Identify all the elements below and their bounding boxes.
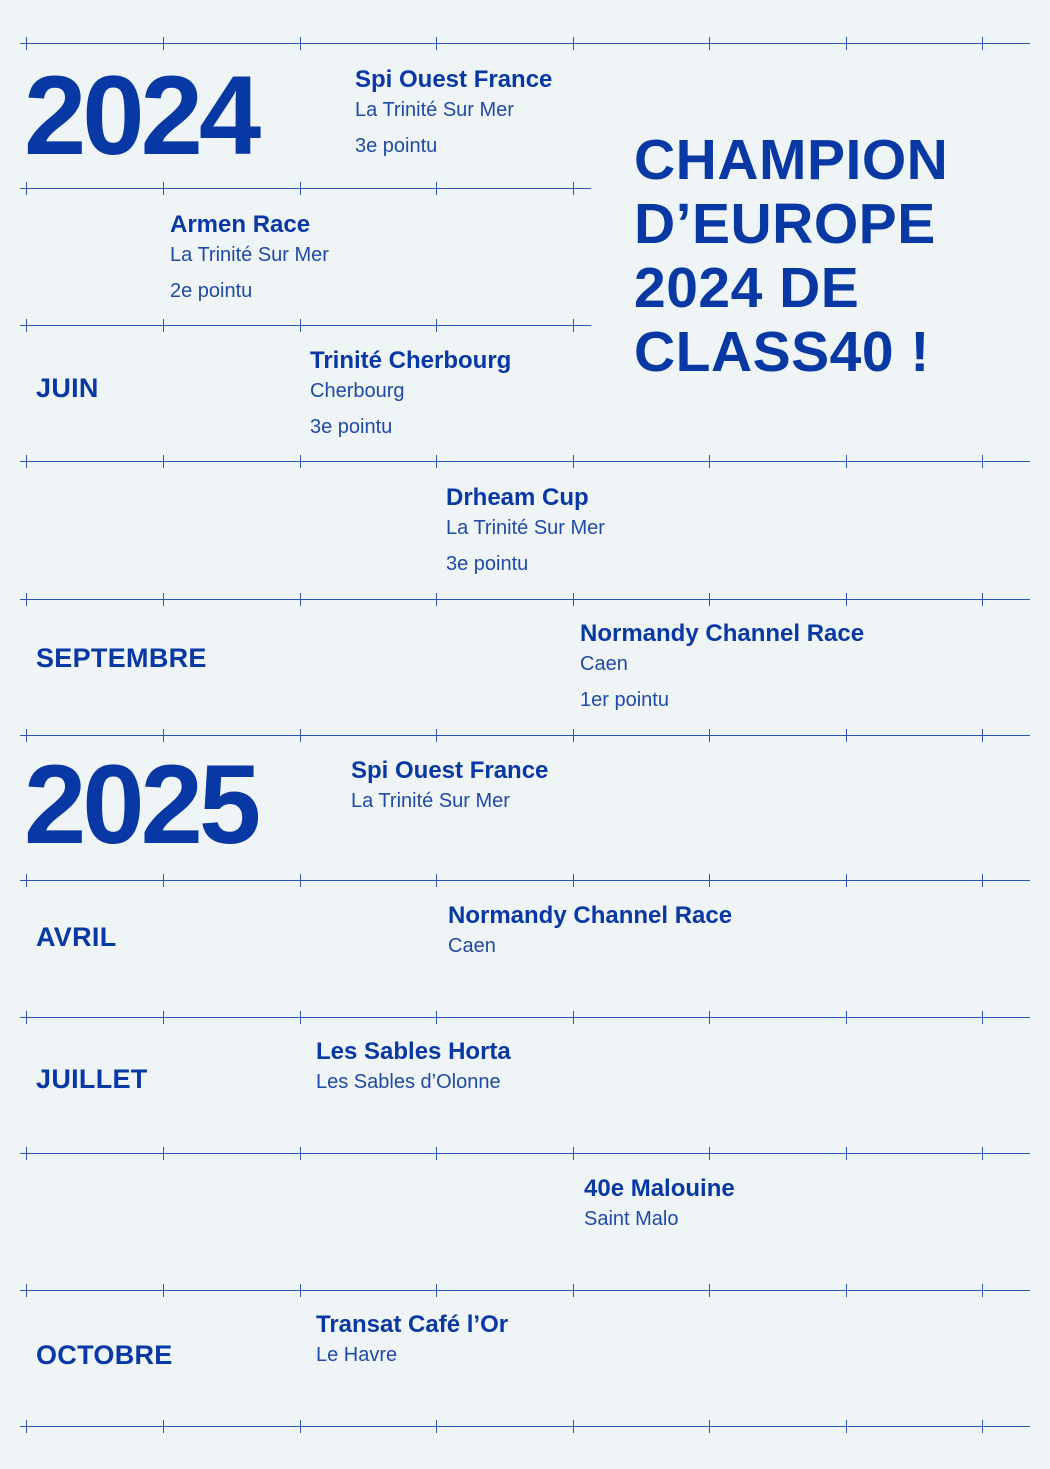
timeline-tick: [709, 1011, 710, 1024]
event-place: Caen: [448, 935, 496, 957]
event-place: La Trinité Sur Mer: [170, 244, 329, 266]
timeline-tick: [436, 182, 437, 195]
timeline-rule: [20, 325, 591, 326]
event-place: La Trinité Sur Mer: [351, 790, 510, 812]
event-result: 3e pointu: [310, 416, 393, 438]
timeline-tick: [982, 37, 983, 50]
timeline-tick: [300, 1011, 301, 1024]
timeline-tick: [982, 729, 983, 742]
timeline-rule: [20, 1290, 1030, 1291]
event-les-sables-horta: [316, 1037, 511, 1097]
timeline-tick: [26, 874, 27, 887]
timeline-rule: [20, 735, 1030, 736]
event-place: Les Sables d’Olonne: [316, 1071, 501, 1093]
timeline-tick: [26, 729, 27, 742]
timeline-tick: [26, 182, 27, 195]
timeline-tick: [573, 874, 574, 887]
timeline-tick: [709, 1147, 710, 1160]
timeline-rule: [20, 188, 591, 189]
timeline-tick: [163, 1420, 164, 1433]
timeline-tick: [573, 455, 574, 468]
timeline-tick: [846, 593, 847, 606]
timeline-tick: [163, 1147, 164, 1160]
timeline-tick: [436, 1284, 437, 1297]
event-name: Les Sables Horta: [316, 1038, 511, 1065]
timeline-tick: [300, 1284, 301, 1297]
timeline-tick: [436, 874, 437, 887]
timeline-tick: [26, 1011, 27, 1024]
timeline-tick: [573, 593, 574, 606]
event-name: Trinité Cherbourg: [310, 347, 512, 374]
event-place: Saint Malo: [584, 1208, 679, 1230]
timeline-tick: [846, 1284, 847, 1297]
headline-line: D’EUROPE: [634, 192, 936, 256]
event-place: La Trinité Sur Mer: [446, 517, 605, 539]
timeline-tick: [846, 729, 847, 742]
event-place: Cherbourg: [310, 380, 405, 402]
timeline-tick: [163, 729, 164, 742]
timeline-tick: [573, 1420, 574, 1433]
timeline-rule: [20, 1426, 1030, 1427]
month-juillet: JUILLET: [36, 1064, 148, 1094]
timeline-tick: [436, 319, 437, 332]
timeline-rule: [20, 461, 1030, 462]
timeline-tick: [300, 455, 301, 468]
timeline-tick: [436, 729, 437, 742]
timeline-tick: [573, 1147, 574, 1160]
timeline-tick: [163, 1284, 164, 1297]
timeline-tick: [300, 319, 301, 332]
event-name: Drheam Cup: [446, 484, 589, 511]
timeline-tick: [163, 319, 164, 332]
timeline-tick: [573, 319, 574, 332]
event-name: Transat Café l’Or: [316, 1311, 509, 1338]
event-trinite-cherbourg: [310, 346, 511, 442]
timeline-tick: [573, 1284, 574, 1297]
timeline-tick: [982, 455, 983, 468]
event-transat-cafe-lor: [316, 1310, 508, 1370]
headline-line: 2024 DE: [634, 256, 860, 320]
headline-line: CLASS40 !: [634, 320, 930, 384]
timeline-tick: [846, 37, 847, 50]
timeline-tick: [436, 455, 437, 468]
timeline-tick: [300, 37, 301, 50]
event-name: Spi Ouest France: [355, 66, 553, 93]
event-result: 2e pointu: [170, 280, 253, 302]
timeline-tick: [982, 1147, 983, 1160]
timeline-tick: [709, 1284, 710, 1297]
timeline-tick: [709, 1420, 710, 1433]
month-juin: JUIN: [36, 373, 99, 403]
timeline-tick: [300, 593, 301, 606]
timeline-tick: [846, 455, 847, 468]
timeline-tick: [163, 1011, 164, 1024]
timeline-tick: [163, 593, 164, 606]
event-spi-ouest-2025: [351, 756, 548, 816]
event-name: 40e Malouine: [584, 1175, 735, 1202]
timeline-tick: [573, 182, 574, 195]
timeline-tick: [26, 37, 27, 50]
timeline-tick: [573, 37, 574, 50]
timeline-rule: [20, 1153, 1030, 1154]
event-name: Spi Ouest France: [351, 757, 549, 784]
year-2025-heading: 2025: [24, 742, 258, 867]
timeline-tick: [163, 182, 164, 195]
timeline-rule: [20, 43, 1030, 44]
event-result: 1er pointu: [580, 689, 669, 711]
timeline-tick: [163, 37, 164, 50]
timeline-tick: [26, 1284, 27, 1297]
event-normandy-channel-2024: [580, 619, 864, 715]
timeline-tick: [436, 1420, 437, 1433]
timeline-tick: [26, 1147, 27, 1160]
timeline-tick: [163, 874, 164, 887]
month-avril: AVRIL: [36, 922, 117, 952]
event-drheam-cup: [446, 483, 605, 579]
timeline-tick: [26, 593, 27, 606]
timeline-tick: [300, 1147, 301, 1160]
timeline-tick: [26, 1420, 27, 1433]
timeline-tick: [709, 729, 710, 742]
timeline-tick: [26, 319, 27, 332]
event-place: Caen: [580, 653, 628, 675]
event-40e-malouine: [584, 1174, 735, 1234]
event-name: Armen Race: [170, 211, 311, 238]
event-name: Normandy Channel Race: [448, 902, 733, 929]
timeline-tick: [300, 729, 301, 742]
timeline-rule: [20, 1017, 1030, 1018]
event-result: 3e pointu: [446, 553, 529, 575]
timeline-tick: [436, 593, 437, 606]
timeline-tick: [26, 455, 27, 468]
timeline-tick: [982, 1011, 983, 1024]
timeline-tick: [709, 37, 710, 50]
timeline-tick: [436, 1147, 437, 1160]
timeline-tick: [573, 1011, 574, 1024]
event-spi-ouest-2024: [355, 65, 552, 161]
timeline-tick: [300, 874, 301, 887]
timeline-rule: [20, 599, 1030, 600]
timeline-tick: [982, 593, 983, 606]
headline-line: CHAMPION: [634, 128, 949, 192]
timeline-rule: [20, 880, 1030, 881]
timeline-tick: [846, 1011, 847, 1024]
timeline-tick: [846, 1420, 847, 1433]
event-place: Le Havre: [316, 1344, 398, 1366]
timeline-tick: [709, 455, 710, 468]
event-result: 3e pointu: [355, 135, 438, 157]
event-armen-race: [170, 210, 329, 306]
month-octobre: OCTOBRE: [36, 1340, 173, 1370]
year-2024-heading: 2024: [24, 53, 258, 178]
event-place: La Trinité Sur Mer: [355, 99, 514, 121]
timeline-tick: [709, 593, 710, 606]
timeline-tick: [163, 455, 164, 468]
timeline-tick: [982, 1420, 983, 1433]
headline: [634, 128, 948, 384]
timeline-tick: [982, 1284, 983, 1297]
timeline-tick: [846, 1147, 847, 1160]
month-septembre: SEPTEMBRE: [36, 643, 207, 673]
event-normandy-channel-2025: [448, 901, 732, 961]
timeline-tick: [300, 182, 301, 195]
timeline-tick: [709, 874, 710, 887]
timeline-tick: [300, 1420, 301, 1433]
timeline-tick: [982, 874, 983, 887]
timeline-tick: [436, 37, 437, 50]
event-name: Normandy Channel Race: [580, 620, 865, 647]
timeline-tick: [846, 874, 847, 887]
timeline-tick: [573, 729, 574, 742]
timeline-tick: [436, 1011, 437, 1024]
